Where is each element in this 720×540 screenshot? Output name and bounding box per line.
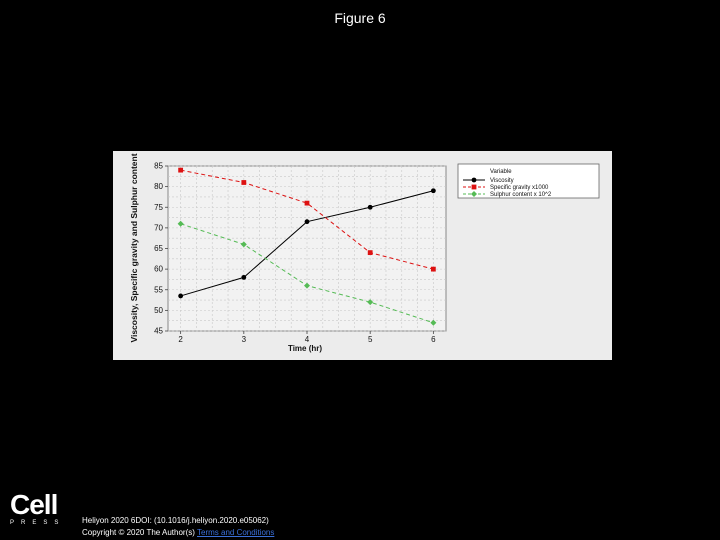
series-2-point [305,201,310,206]
citation-doi: Heliyon 2020 6DOI: (10.1016/j.heliyon.2020.e05062) [82,516,269,525]
figure-panel [113,151,612,360]
legend-label-3: Sulphur content x 10^2 [490,192,552,198]
series-1-point [241,275,246,280]
y-tick-label: 75 [154,202,163,212]
legend-title: Variable [490,169,512,175]
legend-label-2: Specific gravity x1000 [490,185,549,191]
y-tick-label: 85 [154,161,163,171]
y-axis-label: Viscosity, Specific gravity and Sulphur content [129,153,139,343]
x-tick-label: 3 [241,335,247,344]
legend-label-1: Viscosity [490,178,514,184]
y-tick-label: 65 [154,244,163,253]
x-tick-label: 2 [178,335,183,344]
y-tick-label: 80 [154,182,163,192]
citation [82,515,274,539]
x-axis-label: Time (hr) [287,344,323,353]
y-tick-label: 45 [154,326,163,336]
slide-title: Figure 6 [334,10,386,26]
series-2-point [431,267,436,272]
series-2-point [368,250,373,255]
y-tick-label: 70 [154,223,163,233]
logo-sub-text: PRESS [10,520,66,526]
y-tick-label: 55 [154,285,163,295]
series-2-point [178,168,183,173]
x-axis-ticks [178,331,436,344]
x-tick-label: 4 [304,335,310,344]
x-tick-label: 5 [367,335,373,344]
line-chart [113,151,612,360]
citation-copyright-line [82,527,274,539]
series-1-point [431,188,436,193]
y-axis-ticks [154,162,168,336]
copyright-text: Copyright © 2020 The Author(s) [82,528,195,537]
series-1-point [368,205,373,210]
series-1-point [305,219,310,224]
logo-main-text: Cell [10,489,58,520]
y-tick-label: 50 [154,305,163,315]
series-1-point [178,294,183,299]
terms-and-conditions-link[interactable]: Terms and Conditions [197,528,275,537]
y-tick-label: 60 [154,264,163,274]
series-2-point [241,180,246,185]
legend-marker-1 [472,178,477,183]
legend-marker-2 [472,185,477,190]
legend [458,164,599,198]
x-tick-label: 6 [431,335,436,344]
cell-press-logo [10,489,66,526]
